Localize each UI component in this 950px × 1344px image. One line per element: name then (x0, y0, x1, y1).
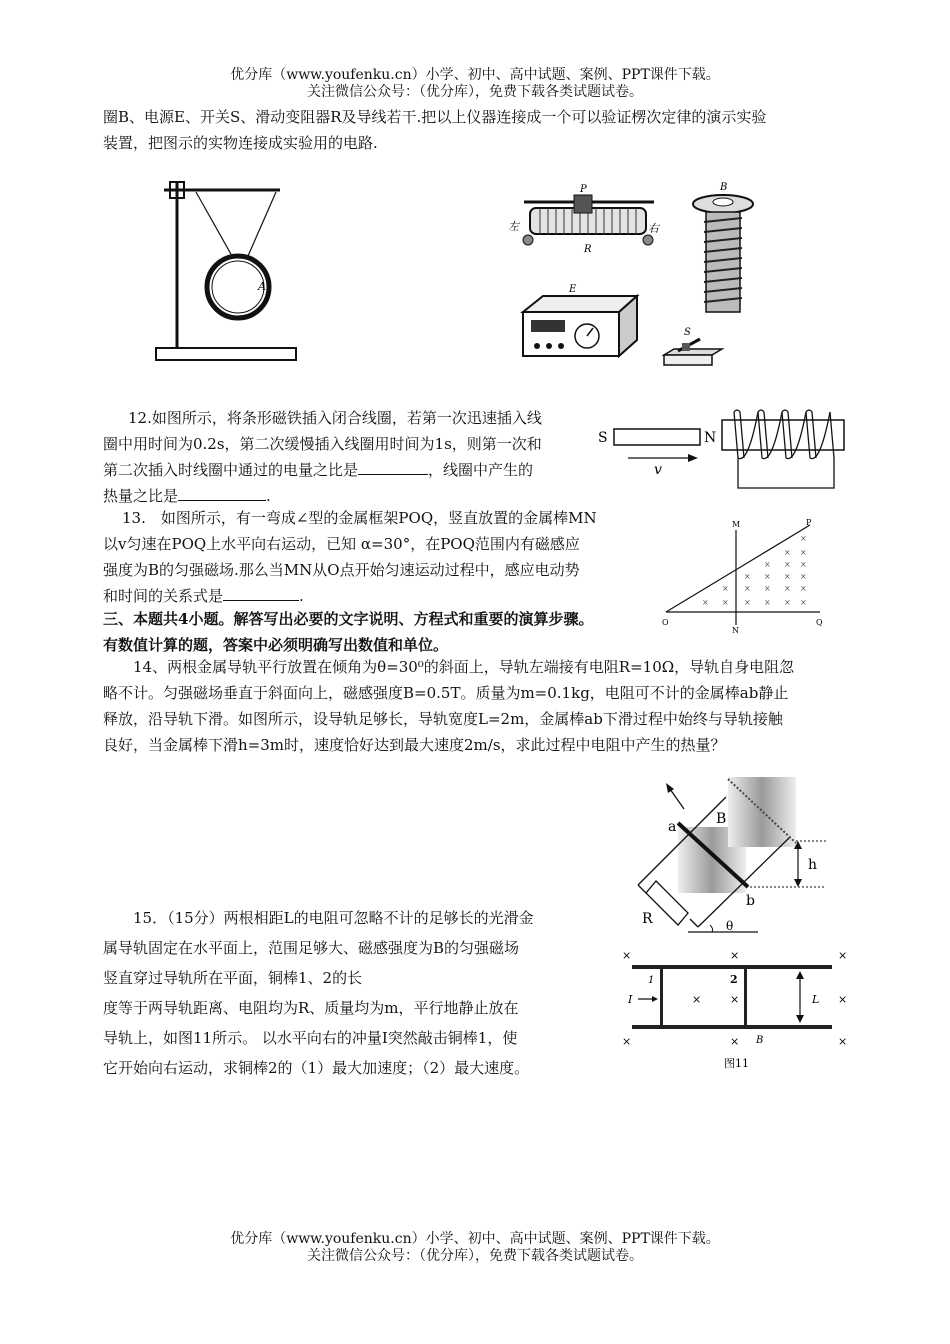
intro-line-1: 圈B、电源E、开关S、滑动变阻器R及导线若干.把以上仪器连接成一个可以验证楞次定律的演示实验 (103, 108, 767, 126)
source-front (523, 312, 619, 356)
svg-text:×: × (622, 1035, 632, 1048)
q15-line-2: 属导轨固定在水平面上，范围足够大、磁感强度为B的匀强磁场 (103, 939, 520, 957)
rheostat-r-label: R (584, 244, 592, 255)
svg-text:×: × (800, 548, 807, 557)
q15-continuation (103, 933, 529, 1083)
label-m: M (732, 520, 741, 529)
header-line-2: 关注微信公众号：（优分库），免费下载各类试题试卷。 (307, 84, 643, 100)
source-label: E (569, 284, 577, 295)
page-footer (0, 1231, 950, 1265)
svg-text:×: × (764, 572, 771, 581)
magnet-s-label: S (598, 430, 608, 446)
q15-line-3: 竖直穿过导轨所在平面，铜棒1、2的长 (103, 969, 363, 987)
ring-stand-figure (150, 172, 300, 364)
rheostat-terminal-left (523, 235, 533, 245)
magnetic-field-marks (702, 534, 807, 607)
label-field-b: B (756, 1035, 764, 1046)
label-rod-1: 1 (648, 975, 655, 986)
q13-line-3: 强度为B的匀强磁场.那么当MN从O点开始匀速运动过程中，感应电动势 (103, 561, 580, 579)
magnet-coil-figure (598, 408, 848, 493)
svg-text:×: × (764, 598, 771, 607)
label-theta: θ (726, 919, 734, 933)
q15-line-4: 度等于两导轨距离、电阻均为R、质量均为m，平行地静止放在 (103, 999, 519, 1017)
label-p: P (806, 518, 812, 527)
svg-text:×: × (800, 584, 807, 593)
coil-label: B (720, 182, 728, 193)
q12-paragraph (128, 405, 542, 431)
label-b: b (746, 893, 755, 909)
poq-frame-figure (660, 515, 830, 635)
q14-line-2: 略不计。匀强磁场垂直于斜面向上，磁感强度B=0.5T。质量为m=0.1kg，电阻可不计的金属棒ab静止 (103, 684, 789, 702)
label-o: O (662, 618, 669, 627)
label-field-b: B (716, 811, 727, 827)
footer-line-2: 关注微信公众号：（优分库），免费下载各类试题试卷。 (307, 1248, 643, 1264)
switch-label: S (684, 327, 691, 338)
svg-text:×: × (800, 572, 807, 581)
svg-text:×: × (764, 584, 771, 593)
label-q: Q (816, 618, 823, 627)
rheostat-left-label: 左 (508, 220, 519, 233)
stand-base (156, 348, 296, 360)
q15-line-6: 它开始向右运动，求铜棒2的（1）最大加速度；（2）最大速度。 (103, 1059, 530, 1077)
section-3-heading (103, 606, 593, 658)
svg-text:×: × (838, 1035, 848, 1048)
intro-paragraph (103, 104, 766, 156)
figure-11-caption: 图11 (724, 1057, 749, 1070)
coil-figure (690, 180, 760, 320)
page-header (0, 67, 950, 101)
q14-continuation (103, 680, 788, 758)
q12-line-4-text-b: . (266, 487, 271, 505)
q14-line-4: 良好，当金属棒下滑h=3m时，速度恰好达到最大速度2m/s，求此过程中电阻中产生的热量？ (103, 736, 726, 754)
svg-text:×: × (744, 598, 751, 607)
q15-line-1: 15．（15分）两根相距L的电阻可忽略不计的足够长的光滑金 (133, 909, 534, 927)
section-3-line-1: 三、本题共4小题。解答写出必要的文字说明、方程式和重要的演算步骤。 (103, 610, 594, 628)
svg-text:×: × (692, 993, 702, 1006)
svg-text:×: × (764, 560, 771, 569)
q15-line-5: 导轨上，如图11所示。 以水平向右的冲量I突然敲击铜棒1，使 (103, 1029, 518, 1047)
magnet-n-label: N (704, 430, 717, 446)
svg-text:×: × (730, 993, 740, 1006)
header-line-1: 优分库（www.youfenku.cn）小学、初中、高中试题、案例、PPT课件下载。 (230, 67, 720, 83)
ring-label: A (258, 280, 266, 293)
velocity-arrow-head (688, 454, 698, 462)
bar-magnet (614, 429, 700, 445)
switch-pivot (682, 343, 690, 351)
velocity-label: v (654, 462, 662, 478)
label-a: a (668, 819, 677, 835)
q12-line-3 (103, 457, 542, 483)
string-left (196, 192, 232, 256)
intro-line-2: 装置，把图示的实物连接成实验用的电路. (103, 134, 378, 152)
svg-text:×: × (722, 584, 729, 593)
svg-text:×: × (730, 1035, 740, 1048)
rheostat-terminal-right (643, 235, 653, 245)
rheostat-figure (508, 180, 668, 260)
q12-blank-charge-ratio[interactable] (358, 458, 428, 475)
svg-text:×: × (784, 584, 791, 593)
copper-rod-1 (660, 967, 663, 1027)
field-arrow-shaft (670, 789, 684, 809)
q12-line-3-text-b: ，线圈中产生的 (428, 461, 534, 479)
field-arrow-head (666, 783, 674, 793)
label-width-l: L (812, 993, 820, 1006)
power-source-figure (515, 282, 640, 362)
string-right (248, 192, 276, 256)
copper-rod-2 (744, 967, 747, 1027)
figure-11-rails (618, 943, 853, 1073)
svg-text:×: × (784, 560, 791, 569)
switch-base (664, 355, 712, 365)
footer-line-1: 优分库（www.youfenku.cn）小学、初中、高中试题、案例、PPT课件下载。 (230, 1231, 720, 1247)
svg-text:×: × (838, 993, 848, 1006)
inclined-rails-figure (630, 775, 840, 940)
source-top (523, 296, 637, 312)
source-panel (531, 320, 565, 332)
q15-paragraph (133, 903, 534, 933)
svg-text:×: × (730, 949, 740, 962)
q13-line-1: 13. 如图所示，有一弯成∠型的金属框架POQ，竖直放置的金属棒MN (122, 509, 597, 527)
q12-continuation (103, 431, 542, 509)
q12-line-3-text-a: 第二次插入时线圈中通过的电量之比是 (103, 461, 359, 479)
svg-text:×: × (722, 598, 729, 607)
svg-text:×: × (744, 572, 751, 581)
q14-line-1: 14、两根金属导轨平行放置在倾角为θ=30⁰的斜面上，导轨左端接有电阻R=10Ω，导轨自身电阻忽 (133, 658, 795, 676)
label-n: N (732, 626, 739, 635)
svg-text:×: × (744, 584, 751, 593)
rheostat-p-label: P (580, 184, 587, 195)
switch-figure (660, 325, 725, 370)
q12-blank-heat-ratio[interactable] (178, 484, 266, 501)
rheostat-right-label: 右 (648, 222, 659, 235)
section-3-line-2: 有数值计算的题，答案中必须明确写出数值和单位。 (103, 636, 449, 654)
q14-line-3: 释放，沿导轨下滑。如图所示，设导轨足够长，导轨宽度L=2m，金属棒ab下滑过程中始终与导轨接触 (103, 710, 783, 728)
coil-loop-wire (738, 458, 834, 488)
q13-line-2: 以v匀速在POQ上水平向右运动，已知 α=30°，在POQ范围内有磁感应 (103, 535, 580, 553)
svg-text:×: × (800, 598, 807, 607)
q13-line-4-text-a: 和时间的关系式是 (103, 587, 224, 605)
svg-text:×: × (702, 598, 709, 607)
svg-text:×: × (800, 534, 807, 543)
q12-line-2: 圈中用时间为0.2s，第二次缓慢插入线圈用时间为1s，则第一次和 (103, 435, 542, 453)
q14-paragraph (133, 654, 794, 680)
q12-line-1: 12.如图所示，将条形磁铁插入闭合线圈，若第一次迅速插入线 (128, 409, 542, 427)
label-rod-2: 2 (730, 973, 738, 986)
rheostat-slider (574, 195, 592, 213)
label-impulse: I (628, 993, 633, 1006)
q12-line-4-text-a: 热量之比是 (103, 487, 179, 505)
coil-core-hole (713, 198, 733, 206)
q13-continuation (103, 531, 580, 609)
svg-text:×: × (784, 598, 791, 607)
q13-blank-emf-expression[interactable] (223, 584, 299, 601)
svg-text:×: × (800, 560, 807, 569)
switch-base-top (664, 349, 722, 355)
svg-text:×: × (622, 949, 632, 962)
label-r: R (642, 911, 653, 927)
svg-text:×: × (784, 572, 791, 581)
q13-line-4-text-b: . (299, 587, 304, 605)
metal-ring-inner (212, 261, 264, 313)
q13-paragraph (122, 505, 597, 531)
label-h: h (808, 857, 818, 873)
svg-text:×: × (838, 949, 848, 962)
svg-text:×: × (784, 548, 791, 557)
